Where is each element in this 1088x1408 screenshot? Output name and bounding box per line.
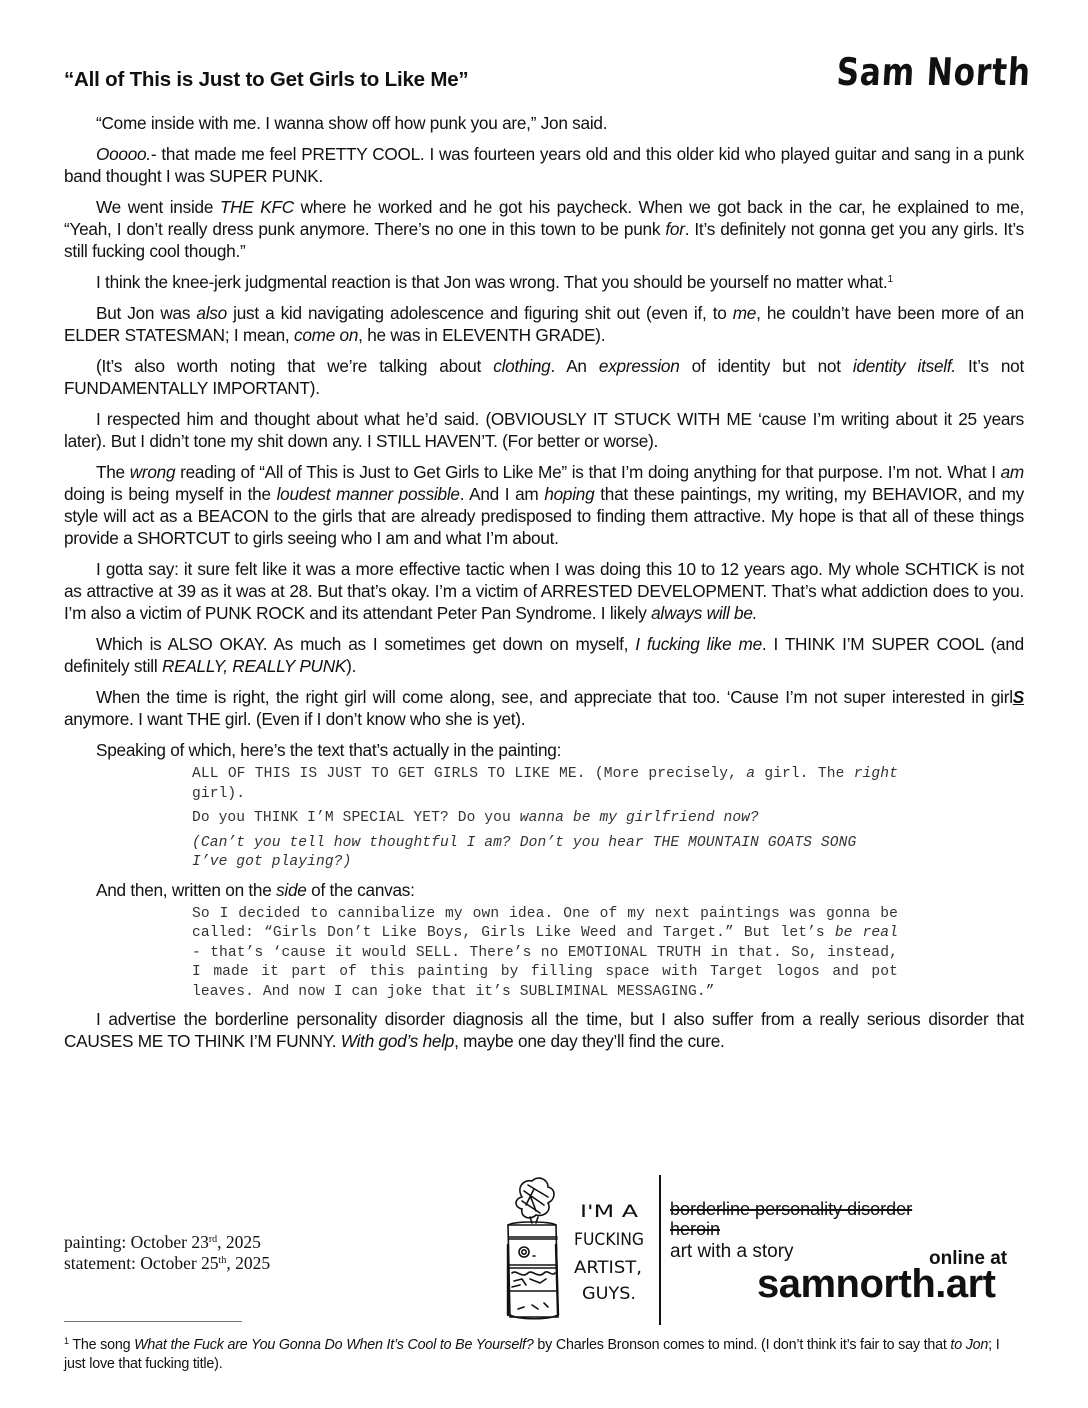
paragraph: (It’s also worth noting that we’re talking about clothing. An expression of identity but not identity itself. It’s not FUNDAMENTALLY IMPORTANT).: [64, 356, 1024, 398]
dates-block: [64, 1232, 270, 1274]
paragraph: Speaking of which, here’s the text that’s actually in the painting:: [96, 740, 562, 760]
paragraph: We went inside THE KFC where he worked and he got his paycheck. When we got back in the car, he explained to me, “Yeah, I don’t really dress punk anymore. There’s no one in this town to be punk for. It’s definitely not gonna get you any girls. It’s still fucking cool though.”: [64, 197, 1025, 261]
paragraph: Which is ALSO OKAY. As much as I sometimes get down on myself, I fucking like me. I THINK I’M SUPER COOL (and definitely still REALLY, REALLY PUNK).: [64, 634, 1024, 676]
painting-date: painting: October 23rd, 2025: [64, 1232, 261, 1252]
painting-text-block: [192, 765, 898, 873]
struck-label-bpd: borderline personality disorder: [670, 1199, 913, 1219]
soup-can-illustration-icon: [500, 1175, 650, 1325]
online-at-label: online at: [929, 1248, 1008, 1269]
website-link[interactable]: samnorth.art: [757, 1262, 996, 1306]
author-signature: Sam North: [835, 50, 1033, 94]
svg-text:GUYS.: GUYS.: [582, 1284, 636, 1304]
statement-date: statement: October 25th, 2025: [64, 1253, 271, 1273]
svg-text:I'M A: I'M A: [580, 1202, 639, 1222]
painting-text-line: ALL OF THIS IS JUST TO GET GIRLS TO LIKE ME. (More precisely, a girl. The right girl).: [192, 766, 898, 802]
footnote-reference[interactable]: 1: [887, 274, 893, 285]
article-body: [64, 112, 1024, 1061]
paragraph: But Jon was also just a kid navigating adolescence and figuring shit out (even if, to me, he couldn’t have been more of an ELDER STATESMAN; I mean, come on, he was in ELEVENTH GRADE).: [64, 303, 1024, 345]
vertical-divider: [659, 1175, 661, 1325]
document-title: “All of This is Just to Get Girls to Like Me”: [64, 68, 469, 91]
tagline: art with a story: [670, 1241, 794, 1262]
paragraph: I advertise the borderline personality disorder diagnosis all the time, but I also suffer from a really serious disorder that CAUSES ME TO THINK I’M FUNNY. With god’s help, maybe one day they’ll find the cure.: [64, 1009, 1024, 1051]
paragraph: I think the knee-jerk judgmental reaction is that Jon was wrong. That you should be yourself no matter what.$^1$: [96, 272, 893, 292]
paragraph: The wrong reading of “All of This is Just to Get Girls to Like Me” is that I’m doing anything for that purpose. I’m not. What I am doing is being myself in the loudest manner possible. And I am hoping that these paintings, my writing, my BEHAVIOR, and my style will act as a BEACON to the girls that are already predisposed to finding them attractive. My hope is that all of these things provide a SHORTCUT to girls seeing who I am and what I’m about.: [64, 462, 1024, 548]
canvas-side-text-block: [192, 905, 898, 1003]
footnote: $^1$ The song What the Fuck are You Gonna Do When It’s Cool to Be Yourself? by Charles Bronson comes to mind. (I don’t think it’s fair to say that to Jon; I just love that fucking title).: [64, 1336, 1000, 1372]
struck-label-heroin: heroin: [670, 1219, 721, 1239]
paragraph: When the time is right, the right girl will come along, see, and appreciate that too. ‘Cause I’m not super interested in girlS anymore. I want THE girl. (Even if I don’t know who she is yet).: [64, 687, 1024, 729]
paragraph: I gotta say: it sure felt like it was a more effective tactic when I was doing this 10 to 12 years ago. My whole SCHTICK is not as attractive at 39 as it was at 28. But that’s okay. I’m a victim of ARRESTED DEVELOPMENT. That’s what addiction does to you. I’m also a victim of PUNK ROCK and its attendant Peter Pan Syndrome. I likely always will be.: [64, 559, 1024, 623]
svg-text:FUCKING: FUCKING: [574, 1230, 644, 1250]
svg-text:ARTIST,: ARTIST,: [574, 1258, 642, 1278]
paragraph: Ooooo.- that made me feel PRETTY COOL. I was fourteen years old and this older kid who played guitar and sang in a punk band thought I was SUPER PUNK.: [64, 144, 1024, 186]
paragraph: And then, written on the side of the canvas:: [96, 879, 415, 900]
footnote-divider: [64, 1321, 242, 1322]
canvas-side-text: So I decided to cannibalize my own idea. One of my next paintings was gonna be called: “Girls Don’t Like Boys, Girls Like Weed and Target.” But let’s be real - that’s ‘cause it would SELL. There’s no EMOTIONAL TRUTH in that. So, instead, I made it part of this painting by filling space with Target logos and pot leaves. And now I can joke that it’s SUBLIMINAL MESSAGING.”: [192, 905, 898, 1000]
paragraph: “Come inside with me. I wanna show off how punk you are,” Jon said.: [96, 113, 608, 133]
painting-text-line: (Can’t you tell how thoughtful I am? Don’t you hear THE MOUNTAIN GOATS SONG I’ve got playing?): [192, 834, 857, 870]
paragraph: I respected him and thought about what he’d said. (OBVIOUSLY IT STUCK WITH ME ‘cause I’m writing about it 25 years later). But I didn’t tone my shit down any. I STILL HAVEN’T. (For better or worse).: [64, 409, 1024, 451]
painting-text-line: Do you THINK I’M SPECIAL YET? Do you wanna be my girlfriend now?: [192, 810, 759, 826]
